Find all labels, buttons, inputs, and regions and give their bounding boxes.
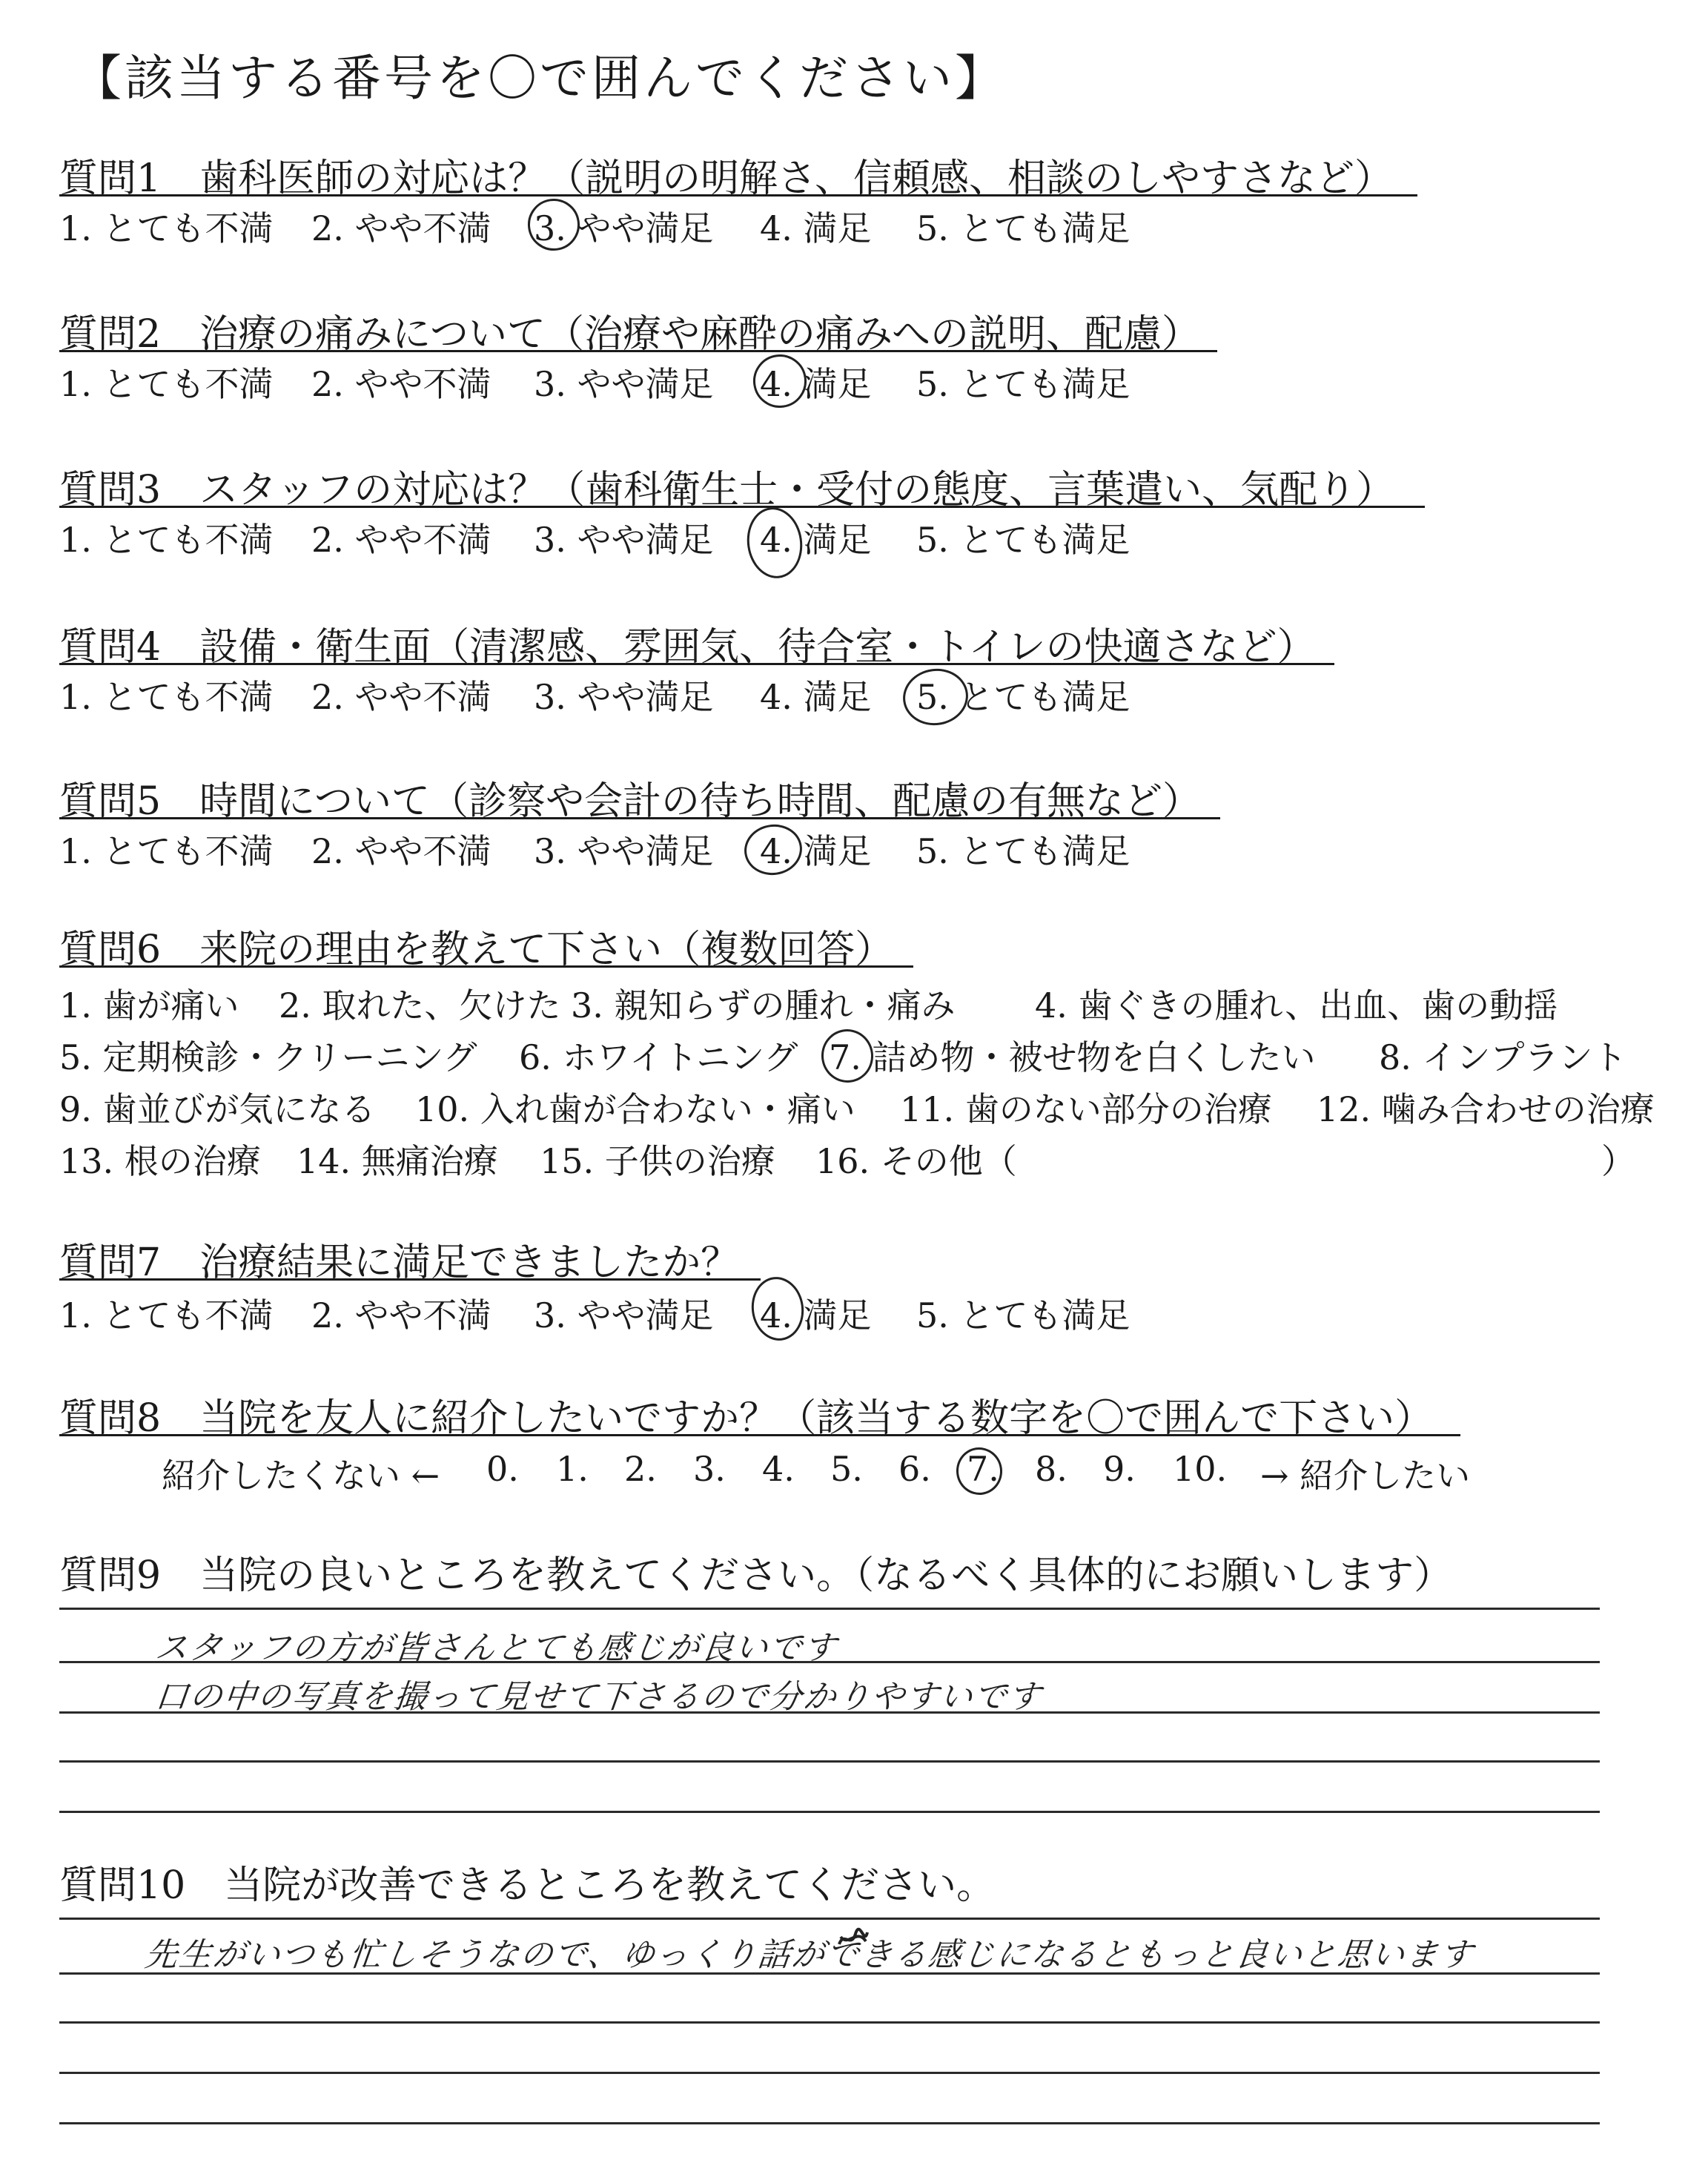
q9-handwritten-answer-1: スタッフの方が皆さんとても感じが良いです — [153, 1629, 840, 1667]
question-6-underline — [59, 965, 913, 968]
q2-option-2[interactable]: 2. やや不満 — [311, 364, 491, 404]
q5-option-1[interactable]: 1. とても不満 — [59, 831, 274, 871]
q6-reason-11[interactable]: 11. 歯のない部分の治療 — [900, 1089, 1272, 1129]
q8-score-10[interactable]: 10. — [1173, 1449, 1228, 1489]
question-7-label: 質問7 治療結果に満足できましたか？ — [59, 1241, 740, 1285]
question-8-label: 質問8 当院を友人に紹介したいですか？（該当する数字を〇で囲んで下さい） — [59, 1396, 1434, 1441]
q8-score-5[interactable]: 5. — [830, 1449, 863, 1489]
question-1-label: 質問1 歯科医師の対応は？（説明の明解さ、信頼感、相談のしやすさなど） — [59, 156, 1394, 201]
q5-option-5[interactable]: 5. とても満足 — [916, 831, 1131, 871]
q1-option-3[interactable]: 3. やや満足 — [534, 208, 714, 248]
q6-reason-14[interactable]: 14. 無痛治療 — [297, 1141, 498, 1181]
q10-answer-line-1 — [59, 1918, 1600, 1920]
q8-right-label: → 紹介したい — [1260, 1456, 1471, 1496]
question-4-underline — [59, 663, 1334, 665]
scribble-mark — [836, 1926, 870, 1952]
q8-score-6[interactable]: 6. — [898, 1449, 931, 1489]
q9-answer-line-1 — [59, 1608, 1600, 1610]
q2-option-1[interactable]: 1. とても不満 — [59, 364, 274, 404]
q4-option-2[interactable]: 2. やや不満 — [311, 677, 491, 717]
q9-answer-line-5 — [59, 1811, 1600, 1813]
q8-score-0[interactable]: 0. — [486, 1449, 519, 1489]
q4-option-1[interactable]: 1. とても不満 — [59, 677, 274, 717]
q5-option-4[interactable]: 4. 満足 — [760, 831, 872, 871]
q1-option-4[interactable]: 4. 満足 — [760, 208, 872, 248]
q3-option-4[interactable]: 4. 満足 — [760, 520, 872, 560]
q8-score-4[interactable]: 4. — [762, 1449, 795, 1489]
question-8-underline — [59, 1434, 1460, 1436]
q6-reason-10[interactable]: 10. 入れ歯が合わない・痛い — [415, 1089, 855, 1129]
q9-answer-line-4 — [59, 1760, 1600, 1763]
q1-option-1[interactable]: 1. とても不満 — [59, 208, 274, 248]
q6-reason-4[interactable]: 4. 歯ぐきの腫れ、出血、歯の動揺 — [1035, 985, 1558, 1025]
question-9-label: 質問9 当院の良いところを教えてください。（なるべく具体的にお願いします） — [59, 1553, 1453, 1598]
question-2-underline — [59, 350, 1217, 352]
question-3-underline — [59, 506, 1425, 508]
q9-answer-line-2 — [59, 1661, 1600, 1663]
q6-reason-1[interactable]: 1. 歯が痛い — [59, 985, 239, 1025]
q2-option-4[interactable]: 4. 満足 — [760, 364, 872, 404]
q3-option-2[interactable]: 2. やや不満 — [311, 520, 491, 560]
q7-option-1[interactable]: 1. とても不満 — [59, 1295, 274, 1335]
q1-option-2[interactable]: 2. やや不満 — [311, 208, 491, 248]
question-2-label: 質問2 治療の痛みについて（治療や麻酔の痛みへの説明、配慮） — [59, 312, 1201, 357]
question-7-underline — [59, 1278, 761, 1281]
q8-score-1[interactable]: 1. — [556, 1449, 589, 1489]
q9-handwritten-answer-2: 口の中の写真を撮って見せて下さるので分かりやすいです — [153, 1678, 1045, 1716]
q5-option-2[interactable]: 2. やや不満 — [311, 831, 491, 871]
question-4-label: 質問4 設備・衛生面（清潔感、雰囲気、待合室・トイレの快適さなど） — [59, 625, 1316, 670]
question-1-underline — [59, 194, 1417, 196]
q7-option-2[interactable]: 2. やや不満 — [311, 1295, 491, 1335]
q10-answer-line-3 — [59, 2021, 1600, 2024]
q4-option-4[interactable]: 4. 満足 — [760, 677, 872, 717]
q2-option-3[interactable]: 3. やや満足 — [534, 364, 714, 404]
q7-option-4[interactable]: 4. 満足 — [760, 1295, 872, 1335]
q3-option-1[interactable]: 1. とても不満 — [59, 520, 274, 560]
question-6-label: 質問6 来院の理由を教えて下さい（複数回答） — [59, 928, 894, 972]
q10-handwritten-answer-1: 先生がいつも忙しそうなので、ゆっくり話ができる感じになるともっと良いと思います — [142, 1936, 1476, 1974]
q6-reason-12[interactable]: 12. 噛み合わせの治療 — [1317, 1089, 1655, 1129]
page-title: 【該当する番号を〇で囲んでください】 — [73, 50, 1007, 107]
question-5-label: 質問5 時間について（診察や会計の待ち時間、配慮の有無など） — [59, 779, 1202, 824]
question-10-label: 質問10 当院が改善できるところを教えてください。 — [59, 1863, 996, 1908]
q10-answer-line-5 — [59, 2122, 1600, 2124]
q8-score-8[interactable]: 8. — [1035, 1449, 1068, 1489]
q6-reason-5[interactable]: 5. 定期検診・クリーニング — [59, 1037, 477, 1077]
q6-reason-16[interactable]: 16. その他（ — [815, 1141, 1017, 1181]
q9-answer-line-3 — [59, 1711, 1600, 1714]
q1-option-5[interactable]: 5. とても満足 — [916, 208, 1131, 248]
q10-answer-line-2 — [59, 1972, 1600, 1975]
q5-option-3[interactable]: 3. やや満足 — [534, 831, 714, 871]
q6-reason-7[interactable]: 7. 詰め物・被せ物を白くしたい — [829, 1037, 1316, 1077]
q6-other-close-paren: ） — [1601, 1141, 1635, 1181]
q8-score-3[interactable]: 3. — [693, 1449, 726, 1489]
q8-left-label: 紹介したくない ← — [162, 1456, 440, 1496]
q6-reason-13[interactable]: 13. 根の治療 — [59, 1141, 261, 1181]
q7-option-5[interactable]: 5. とても満足 — [916, 1295, 1131, 1335]
q7-option-3[interactable]: 3. やや満足 — [534, 1295, 714, 1335]
q6-reason-2[interactable]: 2. 取れた、欠けた — [279, 985, 561, 1025]
q6-reason-6[interactable]: 6. ホワイトニング — [519, 1037, 798, 1077]
q4-option-5[interactable]: 5. とても満足 — [916, 677, 1131, 717]
q2-option-5[interactable]: 5. とても満足 — [916, 364, 1131, 404]
q10-answer-line-4 — [59, 2072, 1600, 2074]
q6-reason-3[interactable]: 3. 親知らずの腫れ・痛み — [571, 985, 956, 1025]
q8-score-7[interactable]: 7. — [967, 1449, 999, 1489]
question-3-label: 質問3 スタッフの対応は？（歯科衛生士・受付の態度、言葉遣い、気配り） — [59, 468, 1395, 512]
q3-option-3[interactable]: 3. やや満足 — [534, 520, 714, 560]
question-5-underline — [59, 817, 1220, 819]
q3-option-5[interactable]: 5. とても満足 — [916, 520, 1131, 560]
q6-reason-9[interactable]: 9. 歯並びが気になる — [59, 1089, 376, 1129]
q8-score-9[interactable]: 9. — [1103, 1449, 1136, 1489]
q6-reason-15[interactable]: 15. 子供の治療 — [540, 1141, 775, 1181]
q4-option-3[interactable]: 3. やや満足 — [534, 677, 714, 717]
q6-reason-8[interactable]: 8. インプラント — [1379, 1037, 1627, 1077]
q8-score-2[interactable]: 2. — [624, 1449, 657, 1489]
